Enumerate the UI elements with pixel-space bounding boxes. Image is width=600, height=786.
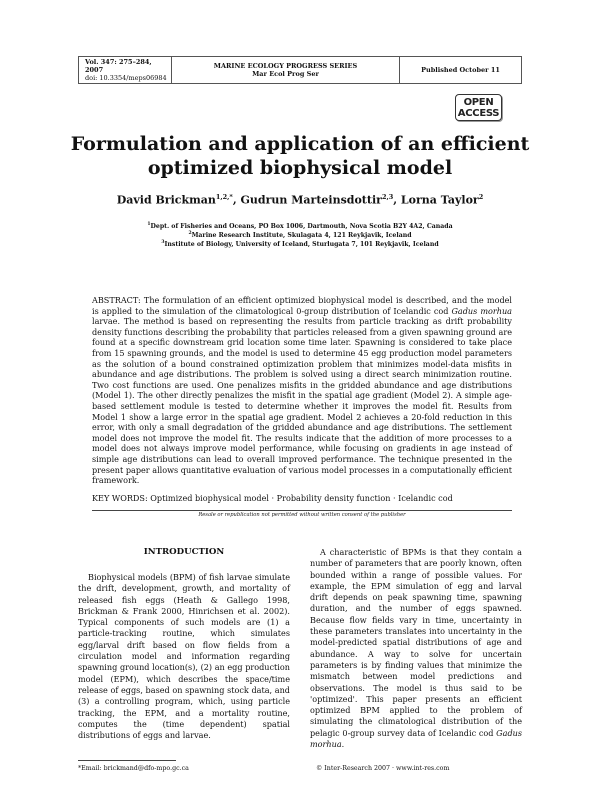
publication-date-box <box>400 56 522 84</box>
affiliation-number: 2 <box>188 231 192 236</box>
paragraph-text: . <box>341 739 345 750</box>
intro-paragraph <box>310 547 522 750</box>
divider <box>92 510 512 511</box>
author-sup: 2,3 <box>381 193 394 201</box>
author-list <box>60 193 540 207</box>
copyright: © Inter-Research 2007 · www.int-res.com <box>316 765 450 772</box>
abstract-label: ABSTRACT: <box>92 295 141 305</box>
intro-paragraph: Biophysical models (BPM) of fish larvae simulate the drift, development, growth, and mortality of released fish eggs (Heath & Gallego 1998, Brickman & Frank 2000, Hinrichsen et al. 2002). Typical components of such models are (1) a particle-tracking routine, which simulates egg/larval drift based on flow fields from a circulation model and information regarding spawning ground location(s), (2) an egg production model (EPM), which describes the space/time release of eggs, based on spawning stock data, and (3) a controlling program, which, using particle tracking, the EPM, and a mortality routine, computes the (time dependent) spatial distributions of eggs and larvae. <box>78 572 290 741</box>
resale-notice: Resale or republication not permitted without written consent of the publisher <box>198 512 406 518</box>
abstract <box>92 295 512 486</box>
right-column <box>310 547 522 750</box>
doi[interactable]: doi: 10.3354/meps06984 <box>85 74 167 82</box>
volume-info: Vol. 347: 275–284, 2007 <box>85 58 152 74</box>
affiliation-text: Marine Research Institute, Skulagata 4, 121 Reykjavik, Iceland <box>191 232 412 240</box>
journal-volume-box <box>78 56 172 84</box>
left-column <box>78 572 290 741</box>
affiliation-number: 1 <box>147 222 151 227</box>
author-name: Lorna Taylor <box>400 193 479 207</box>
author-sup: 1,2,* <box>215 193 233 201</box>
abstract-text: larvae. The method is based on representing the results from particle tracking as drift probability density functions describing the probability that particles released from a given spawning ground are found at a specific downstream grid location some time later. Spawning is considered to take place from 15 spawning grounds, and the model is used to determine 45 egg production model parameters as the solution of a bound constrained optimization problem that minimizes model-data misfits in abundance and age distributions. The problem is solved using a direct search minimization routine. Two cost functions are used. One penalizes misfits in the gridded abundance and age distributions (Model 1). The other directly penalizes the misfit in the spatial age gradient (Model 2). A simple age-based settlement module is tested to determine whether it improves the model fit. Results from Model 1 show a large error in the spatial age gradient. Model 2 achieves a 20-fold reduction in this error, with only a small degradation of the gridded abundance and age distributions. The settlement model does not improve the model fit. The results indicate that the addition of more processes to a model does not always improve model performance, while focusing on gradients in age instead of simple age distributions can lead to overall improved performance. The technique presented in the present paper allows quantitative evaluation of various model processes in a computationally efficient framework. <box>92 316 512 486</box>
species-name: Gadus morhua <box>310 727 522 750</box>
author-name: Gudrun Marteinsdottir <box>240 193 382 207</box>
author-sup: 2 <box>478 193 484 201</box>
affiliation <box>60 231 540 239</box>
corresponding-email[interactable]: *Email: brickmand@dfo-mpo.gc.ca <box>78 765 189 772</box>
journal-short: Mar Ecol Prog Ser <box>252 70 319 78</box>
species-name: Gadus morhua <box>451 305 512 316</box>
introduction-heading: INTRODUCTION <box>143 547 225 557</box>
affiliation <box>60 222 540 230</box>
keywords <box>92 493 512 503</box>
keywords-text: Optimized biophysical model · Probability density function · Icelandic cod <box>147 493 453 503</box>
author-separator: , <box>393 193 401 207</box>
footnote-rule <box>78 760 176 761</box>
affiliation-text: Dept. of Fisheries and Oceans, PO Box 1006, Dartmouth, Nova Scotia B2Y 4A2, Canada <box>150 223 453 231</box>
author-separator: , <box>232 193 241 207</box>
affiliation-number: 3 <box>161 240 165 245</box>
open-access-logo <box>455 94 502 121</box>
paragraph-text: A characteristic of BPMs is that they contain a number of parameters that are poorly known, often bounded within a range of possible values. For example, the EPM simulation of egg and larval drift depends on peak spawning time, spawning duration, and the number of eggs spawned. Because flow fields vary in time, uncertainty in these parameters translates into uncertainty in the model-predicted spatial distributions of age and abundance. A way to solve for uncertain parameters is by finding values that minimize the mismatch between model predictions and observations. The model is thus said to be 'optimized'. This paper presents an efficient optimized BPM applied to the problem of simulating the climatological distribution of the pelagic 0-group survey data of Icelandic cod <box>310 547 522 738</box>
affiliation <box>60 240 540 248</box>
abstract-text: The formulation of an efficient optimized biophysical model is described, and the model is applied to the simulation of the climatological 0-group distribution of Icelandic cod <box>92 295 512 316</box>
open-access-line1: OPEN <box>463 97 494 108</box>
keywords-label: KEY WORDS: <box>92 493 148 503</box>
journal-series: MARINE ECOLOGY PROGRESS SERIES <box>213 62 358 70</box>
author-name: David Brickman <box>116 193 216 207</box>
affiliation-text: Institute of Biology, University of Iceland, Sturlugata 7, 101 Reykjavik, Iceland <box>164 241 439 249</box>
title-line-2: optimized biophysical model <box>147 157 453 179</box>
title-line-1: Formulation and application of an efficient <box>70 133 530 155</box>
journal-name-box <box>172 56 400 84</box>
paper-title <box>60 132 540 180</box>
published-date: Published October 11 <box>421 66 500 74</box>
open-access-line2: ACCESS <box>457 108 500 119</box>
